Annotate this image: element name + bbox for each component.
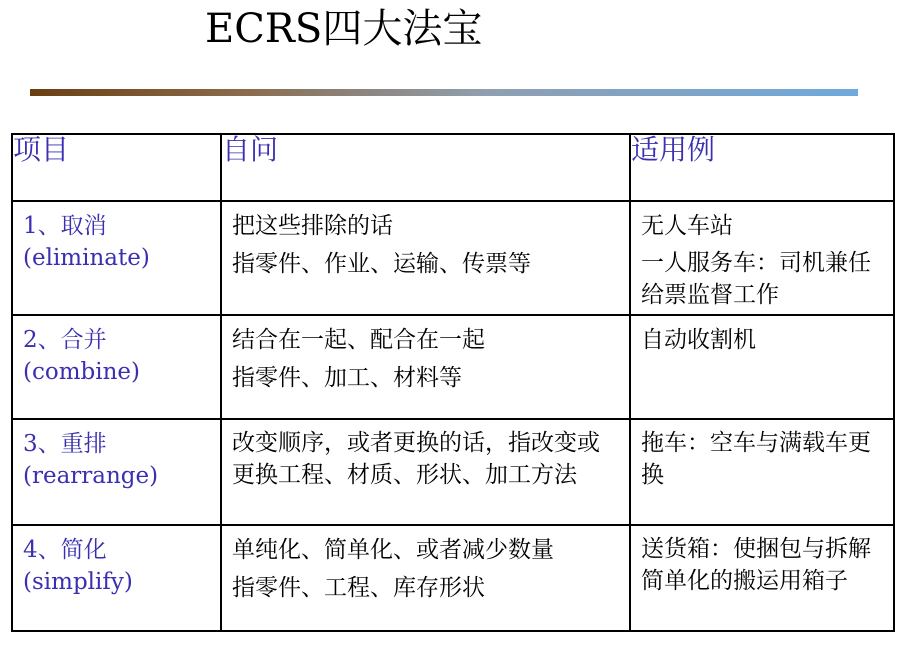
question-cell [221, 315, 630, 419]
example-line: 自动收割机 [641, 327, 756, 353]
example-cell [630, 315, 894, 419]
question-line: 单纯化、简单化、或者减少数量 [232, 537, 554, 563]
header-example: 适用例 [631, 133, 716, 166]
item-name: 2、合并 [23, 327, 107, 353]
item-english: (eliminate) [23, 245, 150, 271]
question-line: 把这些排除的话 [232, 213, 393, 239]
header-cell-question [221, 134, 630, 201]
question-cell [221, 201, 630, 315]
example-line: 拖车：空车与满载车更换 [641, 430, 871, 488]
header-question: 自问 [222, 133, 279, 166]
title-divider [30, 89, 858, 96]
question-cell [221, 525, 630, 631]
question-cell [221, 419, 630, 525]
page-title: ECRS四大法宝 [205, 6, 483, 52]
question-line: 指零件、加工、材料等 [232, 365, 462, 391]
item-english: (rearrange) [23, 463, 159, 489]
item-name: 4、简化 [23, 537, 107, 563]
header-item: 项目 [13, 133, 70, 166]
header-cell-example [630, 134, 894, 201]
item-name: 1、取消 [23, 213, 107, 239]
question-line: 指零件、作业、运输、传票等 [232, 251, 531, 277]
example-cell [630, 419, 894, 525]
example-line: 无人车站 [641, 213, 733, 239]
item-name: 3、重排 [23, 431, 107, 457]
item-english: (simplify) [23, 569, 133, 595]
example-line: 送货箱：使捆包与拆解简单化的搬运用箱子 [641, 536, 871, 594]
item-cell [12, 315, 221, 419]
item-cell [12, 419, 221, 525]
table-row [12, 525, 894, 631]
table-row [12, 201, 894, 315]
example-line: 一人服务车：司机兼任给票监督工作 [641, 250, 871, 308]
table-header-row [12, 134, 894, 201]
ecrs-table [11, 133, 895, 632]
table-row [12, 419, 894, 525]
item-cell [12, 201, 221, 315]
question-line: 改变顺序，或者更换的话，指改变或更换工程、材质、形状、加工方法 [232, 430, 600, 488]
item-english: (combine) [23, 359, 140, 385]
example-cell [630, 525, 894, 631]
question-line: 结合在一起、配合在一起 [232, 327, 485, 353]
table-row [12, 315, 894, 419]
item-cell [12, 525, 221, 631]
header-cell-item [12, 134, 221, 201]
question-line: 指零件、工程、库存形状 [232, 575, 485, 601]
example-cell [630, 201, 894, 315]
